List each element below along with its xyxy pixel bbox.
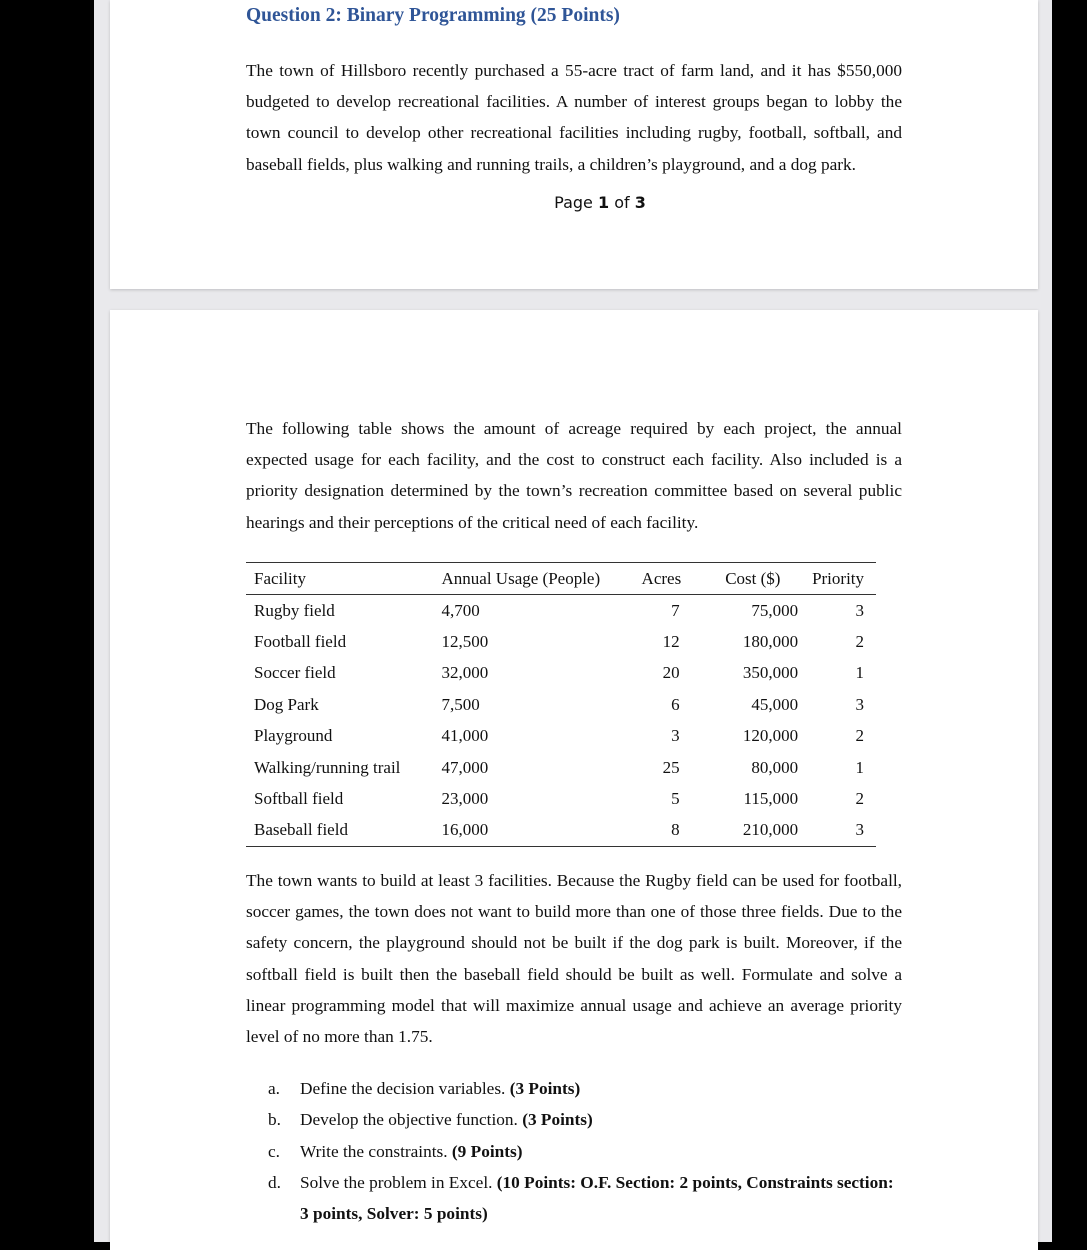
cell-annual-usage: 41,000: [441, 726, 489, 746]
list-item: [260, 1073, 900, 1104]
cell-annual-usage: 12,500: [441, 632, 489, 652]
page-number-current: 1: [597, 193, 610, 212]
page-number-prefix: Page: [554, 193, 593, 212]
part-text: Solve the problem in Excel.: [300, 1172, 493, 1192]
cell-priority: 1: [855, 757, 864, 777]
table-intro-paragraph: The following table shows the amount of acreage required by each project, the annual expected usage for each facility, and the cost to construct each facility. Also included is a priority designation determined by the town’s recreation committee based on several public hearings and their perceptions of the critical need of each facility.: [246, 419, 902, 532]
cell-cost: 120,000: [742, 726, 799, 746]
cell-cost: 210,000: [742, 820, 799, 840]
cell-acres: 8: [671, 820, 680, 840]
table-row: [246, 626, 876, 657]
cell-annual-usage: 16,000: [441, 820, 489, 840]
table-row: [246, 815, 876, 847]
intro-paragraph: The town of Hillsboro recently purchased a 55-acre tract of farm land, and it has $550,000 budgeted to develop recreational facilities. A number of interest groups began to lobby the town council to develop other recreational facilities including rugby, football, softball, and baseball fields, plus walking and running trails, a children’s playground, and a dog park.: [246, 61, 902, 174]
list-item: [260, 1136, 900, 1167]
table-row: [246, 721, 876, 752]
constraints-paragraph: The town wants to build at least 3 facilities. Because the Rugby field can be used for football, soccer games, the town does not want to build more than one of those three fields. Due to the safety concern, the playground should not be built if the dog park is built. Moreover, if the softball field is built then the baseball field should be built as well. Formulate and solve a linear programming model that will maximize annual usage and achieve an average priority level of no more than 1.75.: [246, 871, 902, 1047]
cell-acres: 20: [662, 663, 680, 683]
cell-facility: Baseball field: [254, 820, 348, 840]
question-title: Question 2: Binary Programming (25 Points): [246, 5, 620, 26]
part-text: Develop the objective function.: [300, 1110, 518, 1130]
part-points: (10 Points: O.F. Section: 2 points, Constraints section: 3 points, Solver: 5 points): [300, 1172, 894, 1224]
table-row: [246, 689, 876, 720]
header-priority: Priority: [812, 568, 865, 588]
cell-cost: 75,000: [751, 600, 799, 620]
table-header: [246, 563, 876, 595]
question-parts-list: [260, 1073, 900, 1229]
list-item: [260, 1167, 900, 1230]
table-row: [246, 595, 876, 627]
header-cost: Cost ($): [725, 568, 781, 588]
cell-priority: 2: [855, 726, 864, 746]
cell-cost: 80,000: [751, 757, 799, 777]
cell-facility: Soccer field: [254, 663, 336, 683]
page-number: [110, 193, 1087, 212]
cell-annual-usage: 23,000: [441, 789, 489, 809]
part-text: Write the constraints.: [300, 1141, 448, 1161]
cell-annual-usage: 32,000: [441, 663, 489, 683]
cell-cost: 350,000: [742, 663, 799, 683]
cell-facility: Walking/running trail: [254, 757, 401, 777]
document-viewer: [94, 0, 1052, 1242]
header-facility: Facility: [254, 568, 306, 588]
cell-acres: 6: [671, 694, 680, 714]
table-row: [246, 752, 876, 783]
part-points: (3 Points): [509, 1079, 581, 1098]
table-row: [246, 658, 876, 689]
part-text: Define the decision variables.: [300, 1079, 506, 1098]
part-marker: b.: [268, 1110, 281, 1130]
cell-facility: Softball field: [254, 789, 344, 809]
cell-facility: Dog Park: [254, 694, 319, 714]
cell-cost: 115,000: [743, 789, 799, 809]
page-number-of: of: [614, 193, 630, 212]
cell-priority: 2: [855, 632, 864, 652]
page-number-total: 3: [634, 193, 646, 212]
part-marker: d.: [268, 1172, 281, 1192]
cell-acres: 25: [662, 757, 680, 777]
cell-facility: Football field: [254, 632, 347, 652]
cell-cost: 45,000: [751, 694, 799, 714]
cell-priority: 3: [855, 820, 864, 840]
cell-priority: 3: [855, 694, 864, 714]
header-acres: Acres: [641, 568, 682, 588]
cell-facility: Rugby field: [254, 600, 335, 620]
page-1: [110, 0, 1038, 289]
part-marker: c.: [268, 1141, 280, 1161]
header-annual-usage: Annual Usage (People): [441, 568, 601, 588]
part-points: (9 Points): [451, 1141, 523, 1161]
cell-priority: 1: [855, 663, 864, 683]
cell-facility: Playground: [254, 726, 333, 746]
table-row: [246, 783, 876, 814]
cell-acres: 3: [671, 726, 680, 746]
cell-priority: 3: [855, 600, 864, 620]
cell-acres: 5: [671, 789, 680, 809]
table-body: [246, 595, 876, 847]
cell-annual-usage: 7,500: [441, 694, 480, 714]
cell-acres: 7: [671, 600, 680, 620]
list-item: [260, 1104, 900, 1135]
table-header-row: [246, 563, 876, 595]
cell-annual-usage: 4,700: [441, 600, 480, 620]
cell-cost: 180,000: [742, 632, 799, 652]
cell-acres: 12: [662, 632, 680, 652]
cell-annual-usage: 47,000: [441, 757, 489, 777]
page-2: [110, 310, 1038, 1250]
part-points: (3 Points): [522, 1110, 593, 1130]
cell-priority: 2: [855, 789, 864, 809]
facilities-table: [246, 562, 876, 847]
part-marker: a.: [268, 1079, 280, 1098]
